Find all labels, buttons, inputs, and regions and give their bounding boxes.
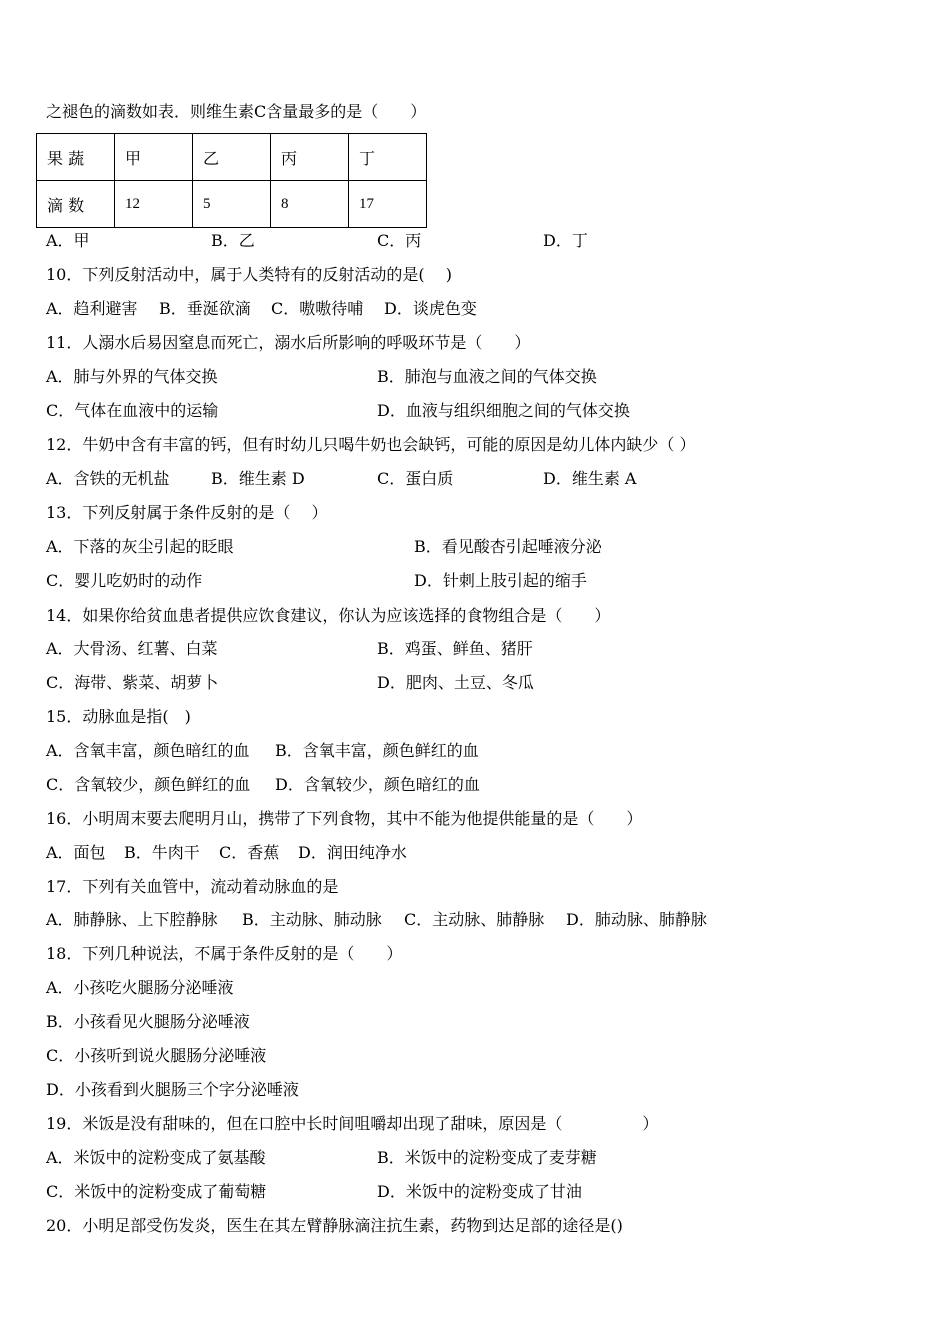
q14-option-b: B．鸡蛋、鲜鱼、猪肝: [377, 639, 533, 658]
q11-option-a: A．肺与外界的气体交换: [46, 367, 218, 386]
table-cell: 12: [115, 181, 193, 228]
q9-option-a: A．甲: [46, 231, 90, 250]
q13-option-b: B．看见酸杏引起唾液分泌: [414, 537, 602, 556]
q11-stem: 11．人溺水后易因窒息而死亡，溺水后所影响的呼吸环节是（ ）: [46, 333, 531, 352]
table-cell: 丁: [349, 134, 427, 181]
q19-option-d: D．米饭中的淀粉变成了甘油: [377, 1182, 582, 1201]
table-cell: 果 蔬: [37, 134, 115, 181]
q13-stem: 13．下列反射属于条件反射的是（ ）: [46, 503, 328, 522]
table-cell: 乙: [193, 134, 271, 181]
q15-option-d: D．含氧较少，颜色暗红的血: [275, 775, 480, 794]
q18-stem: 18．下列几种说法，不属于条件反射的是（ ）: [46, 944, 403, 963]
q10-stem: 10．下列反射活动中，属于人类特有的反射活动的是( ): [46, 265, 452, 284]
q19-option-c: C．米饭中的淀粉变成了葡萄糖: [46, 1182, 267, 1201]
q12-option-b: B．维生素 D: [211, 469, 305, 488]
q14-option-d: D．肥肉、土豆、冬瓜: [377, 673, 534, 692]
q12-stem: 12．牛奶中含有丰富的钙，但有时幼儿只喝牛奶也会缺钙，可能的原因是幼儿体内缺少（ ）: [46, 435, 696, 454]
q19-option-b: B．米饭中的淀粉变成了麦芽糖: [377, 1148, 597, 1167]
q10-option-b: B．垂涎欲滴: [159, 299, 251, 318]
vitamin-c-table: [36, 133, 427, 228]
q9-option-b: B．乙: [211, 231, 255, 250]
q14-stem: 14．如果你给贫血患者提供应饮食建议，你认为应该选择的食物组合是（ ）: [46, 606, 611, 625]
table-cell: 甲: [115, 134, 193, 181]
q17-option-b: B．主动脉、肺动脉: [242, 910, 382, 929]
q19-stem: 19．米饭是没有甜味的，但在口腔中长时间咀嚼却出现了甜味，原因是（ ）: [46, 1114, 659, 1133]
q9-option-d: D．丁: [543, 231, 588, 250]
q12-option-c: C．蛋白质: [377, 469, 454, 488]
q13-option-c: C．婴儿吃奶时的动作: [46, 571, 203, 590]
q10-option-a: A．趋利避害: [46, 299, 138, 318]
q20-stem: 20．小明足部受伤发炎，医生在其左臂静脉滴注抗生素，药物到达足部的途径是(): [46, 1216, 623, 1235]
q15-stem: 15．动脉血是指( ): [46, 707, 191, 726]
table-cell: 滴 数: [37, 181, 115, 228]
q13-option-d: D．针刺上肢引起的缩手: [414, 571, 587, 590]
q11-option-d: D．血液与组织细胞之间的气体交换: [377, 401, 630, 420]
q13-option-a: A．下落的灰尘引起的眨眼: [46, 537, 234, 556]
q17-option-d: D．肺动脉、肺静脉: [566, 910, 707, 929]
q16-option-c: C．香蕉: [219, 843, 280, 862]
q16-option-a: A．面包: [46, 843, 106, 862]
table-cell: 丙: [271, 134, 349, 181]
q9-option-c: C．丙: [377, 231, 422, 250]
q11-option-c: C．气体在血液中的运输: [46, 401, 219, 420]
q15-option-c: C．含氧较少，颜色鲜红的血: [46, 775, 251, 794]
q17-option-c: C．主动脉、肺静脉: [404, 910, 545, 929]
table-cell: 5: [193, 181, 271, 228]
table-cell: 8: [271, 181, 349, 228]
q12-option-d: D．维生素 A: [543, 469, 637, 488]
q17-stem: 17．下列有关血管中，流动着动脉血的是: [46, 877, 339, 896]
q19-option-a: A．米饭中的淀粉变成了氨基酸: [46, 1148, 266, 1167]
table-cell: 17: [349, 181, 427, 228]
table-row: [37, 134, 427, 181]
q18-option-d: D．小孩看到火腿肠三个字分泌唾液: [46, 1080, 299, 1099]
q10-option-d: D．谈虎色变: [384, 299, 477, 318]
q12-option-a: A．含铁的无机盐: [46, 469, 170, 488]
q15-option-a: A．含氧丰富，颜色暗红的血: [46, 741, 250, 760]
q16-stem: 16．小明周末要去爬明月山，携带了下列食物，其中不能为他提供能量的是（ ）: [46, 809, 643, 828]
q9-intro: 之褪色的滴数如表．则维生素C含量最多的是（ ）: [46, 102, 427, 121]
q15-option-b: B．含氧丰富，颜色鲜红的血: [275, 741, 479, 760]
q14-option-a: A．大骨汤、红薯、白菜: [46, 639, 218, 658]
q11-option-b: B．肺泡与血液之间的气体交换: [377, 367, 597, 386]
q18-option-a: A．小孩吃火腿肠分泌唾液: [46, 978, 234, 997]
table-row: [37, 181, 427, 228]
q18-option-c: C．小孩听到说火腿肠分泌唾液: [46, 1046, 267, 1065]
q14-option-c: C．海带、紫菜、胡萝卜: [46, 673, 219, 692]
q16-option-b: B．牛肉干: [124, 843, 200, 862]
q16-option-d: D．润田纯净水: [298, 843, 407, 862]
q17-option-a: A．肺静脉、上下腔静脉: [46, 910, 218, 929]
q18-option-b: B．小孩看见火腿肠分泌唾液: [46, 1012, 250, 1031]
q10-option-c: C．嗷嗷待哺: [271, 299, 364, 318]
